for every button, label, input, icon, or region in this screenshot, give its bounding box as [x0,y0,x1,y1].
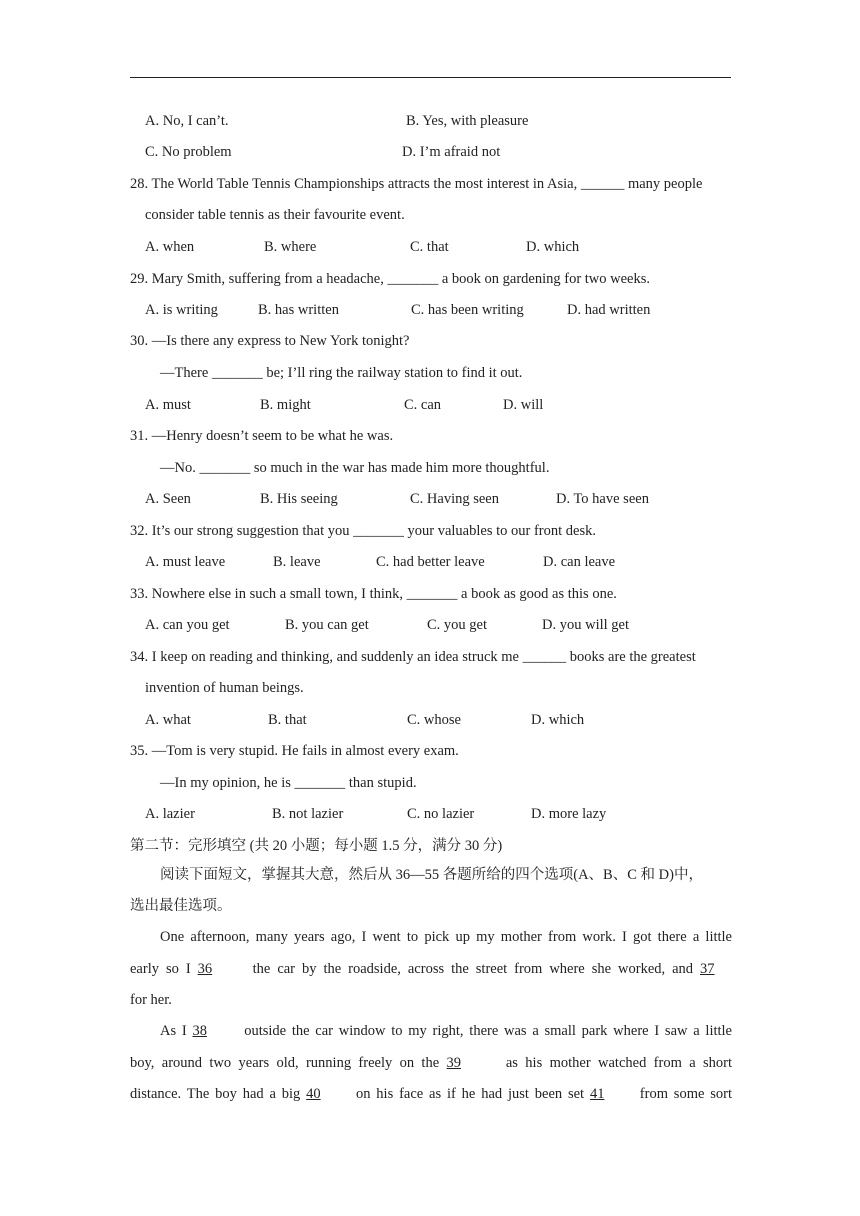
passage-p1-line1: One afternoon, many years ago, I went to pick up my mother from work. I got there a little [160,929,732,945]
q30-option-b: B. might [260,397,311,413]
section2-instructions-line2: 选出最佳选项。 [130,898,232,914]
q30-option-d: D. will [503,397,544,413]
q35-option-b: B. not lazier [272,806,344,822]
q34-stem-cont: invention of human beings. [145,680,304,696]
blank-37[interactable]: 37 [700,961,715,977]
q27-option-b: B. Yes, with pleasure [406,113,529,129]
q31-blank: _______ [199,460,251,476]
passage-p2-line3 [130,1085,732,1103]
q32-option-c: C. had better leave [376,554,485,570]
passage-p2-line1-a: As I [160,1023,187,1039]
q28-stem-end: many people [624,176,703,192]
q33-stem-end: a book as good as this one. [457,586,617,602]
q27-option-c: C. No problem [145,144,232,160]
q33-blank: _______ [406,586,458,602]
passage-p1-line2-a: early so I [130,961,191,977]
q30-option-a: A. must [145,397,191,413]
header-rule [130,77,731,78]
q33-option-b: B. you can get [285,617,369,633]
q31-option-d: D. To have seen [556,491,649,507]
q34-blank: ______ [522,649,567,665]
passage-p2-line3-a: distance. The boy had a big [130,1086,301,1102]
q28-option-d: D. which [526,239,580,255]
q32-option-a: A. must leave [145,554,226,570]
q29-blank: _______ [387,271,439,287]
q29-option-c: C. has been writing [411,302,524,318]
q35-option-d: D. more lazy [531,806,607,822]
passage-p2-line2 [130,1054,732,1072]
q33-stem-start: 33. Nowhere else in such a small town, I think, [130,586,407,602]
q28-blank: ______ [580,176,625,192]
q33-option-d: D. you will get [542,617,629,633]
q35-option-c: C. no lazier [407,806,475,822]
q33-stem [130,585,617,603]
q30-line2 [160,364,522,382]
q32-option-b: B. leave [273,554,321,570]
q30-line1: 30. —Is there any express to New York tonight? [130,333,410,349]
q32-option-d: D. can leave [543,554,616,570]
blank-36[interactable]: 36 [197,961,213,977]
q32-stem [130,522,596,540]
q33-option-a: A. can you get [145,617,230,633]
section2-instructions-line1: 阅读下面短文，掌握其大意，然后从 36—55 各题所给的四个选项(A、B、C 和 D)中， [160,867,703,883]
q30-blank: _______ [211,365,263,381]
q28-option-a: A. when [145,239,195,255]
passage-p2-line1 [160,1022,732,1040]
q29-stem-end: a book on gardening for two weeks. [438,271,651,287]
q35-line2-end: than stupid. [345,775,417,791]
q34-option-d: D. which [531,712,585,728]
q34-option-a: A. what [145,712,191,728]
q31-option-b: B. His seeing [260,491,338,507]
passage-p2-line2-a: boy, around two years old, running freely on the [130,1055,440,1071]
q34-option-c: C. whose [407,712,461,728]
q29-stem [130,270,650,288]
q27-option-a: A. No, I can’t. [145,113,229,129]
q34-option-b: B. that [268,712,307,728]
q31-option-a: A. Seen [145,491,191,507]
q30-option-c: C. can [404,397,442,413]
q28-stem-start: 28. The World Table Tennis Championships attracts the most interest in Asia, [130,176,581,192]
q35-line1: 35. —Tom is very stupid. He fails in almost every exam. [130,743,459,759]
passage-p1-line2-b: the car by the roadside, across the street from where she worked, and [252,961,694,977]
q35-option-a: A. lazier [145,806,195,822]
blank-39[interactable]: 39 [446,1055,462,1071]
passage-p2-line1-b: outside the car window to my right, there was a small park where I saw a little [244,1023,732,1039]
q29-option-d: D. had written [567,302,651,318]
q28-option-c: C. that [410,239,449,255]
q30-line2-end: be; I’ll ring the railway station to find it out. [262,365,523,381]
q32-blank: _______ [353,523,404,539]
q34-stem [130,648,696,666]
passage-p2-line3-b: on his face as if he had just been set [355,1086,585,1102]
passage-p2-line2-b: as his mother watched from a short [505,1055,732,1071]
q27-option-d: D. I’m afraid not [402,144,501,160]
q35-blank: _______ [294,775,346,791]
q31-line1: 31. —Henry doesn’t seem to be what he was. [130,428,394,444]
blank-38[interactable]: 38 [192,1023,207,1039]
q35-line2-start: —In my opinion, he is [160,775,295,791]
blank-41[interactable]: 41 [589,1086,605,1102]
q28-option-b: B. where [264,239,317,255]
q34-stem-end: books are the greatest [566,649,696,665]
passage-p2-line3-c: from some sort [639,1086,733,1102]
passage-p1-line2 [130,960,732,978]
q31-line2 [160,459,549,477]
q28-stem-cont: consider table tennis as their favourite event. [145,207,405,223]
q30-line2-start: —There [160,365,212,381]
q29-option-b: B. has written [258,302,339,318]
q28-stem [130,175,702,193]
q29-option-a: A. is writing [145,302,218,318]
q29-stem-start: 29. Mary Smith, suffering from a headache, [130,271,388,287]
passage-p1-line3: for her. [130,992,172,1008]
q35-line2 [160,774,417,792]
q32-stem-end: your valuables to our front desk. [403,523,596,539]
blank-40[interactable]: 40 [306,1086,321,1102]
q33-option-c: C. you get [427,617,488,633]
q34-stem-start: 34. I keep on reading and thinking, and suddenly an idea struck me [130,649,523,665]
q31-line2-start: —No. [160,460,200,476]
section2-heading: 第二节：完形填空 (共 20 小题；每小题 1.5 分，满分 30 分) [130,838,503,854]
q31-option-c: C. Having seen [410,491,499,507]
q31-line2-end: so much in the war has made him more thoughtful. [250,460,550,476]
q32-stem-start: 32. It’s our strong suggestion that you [130,523,354,539]
